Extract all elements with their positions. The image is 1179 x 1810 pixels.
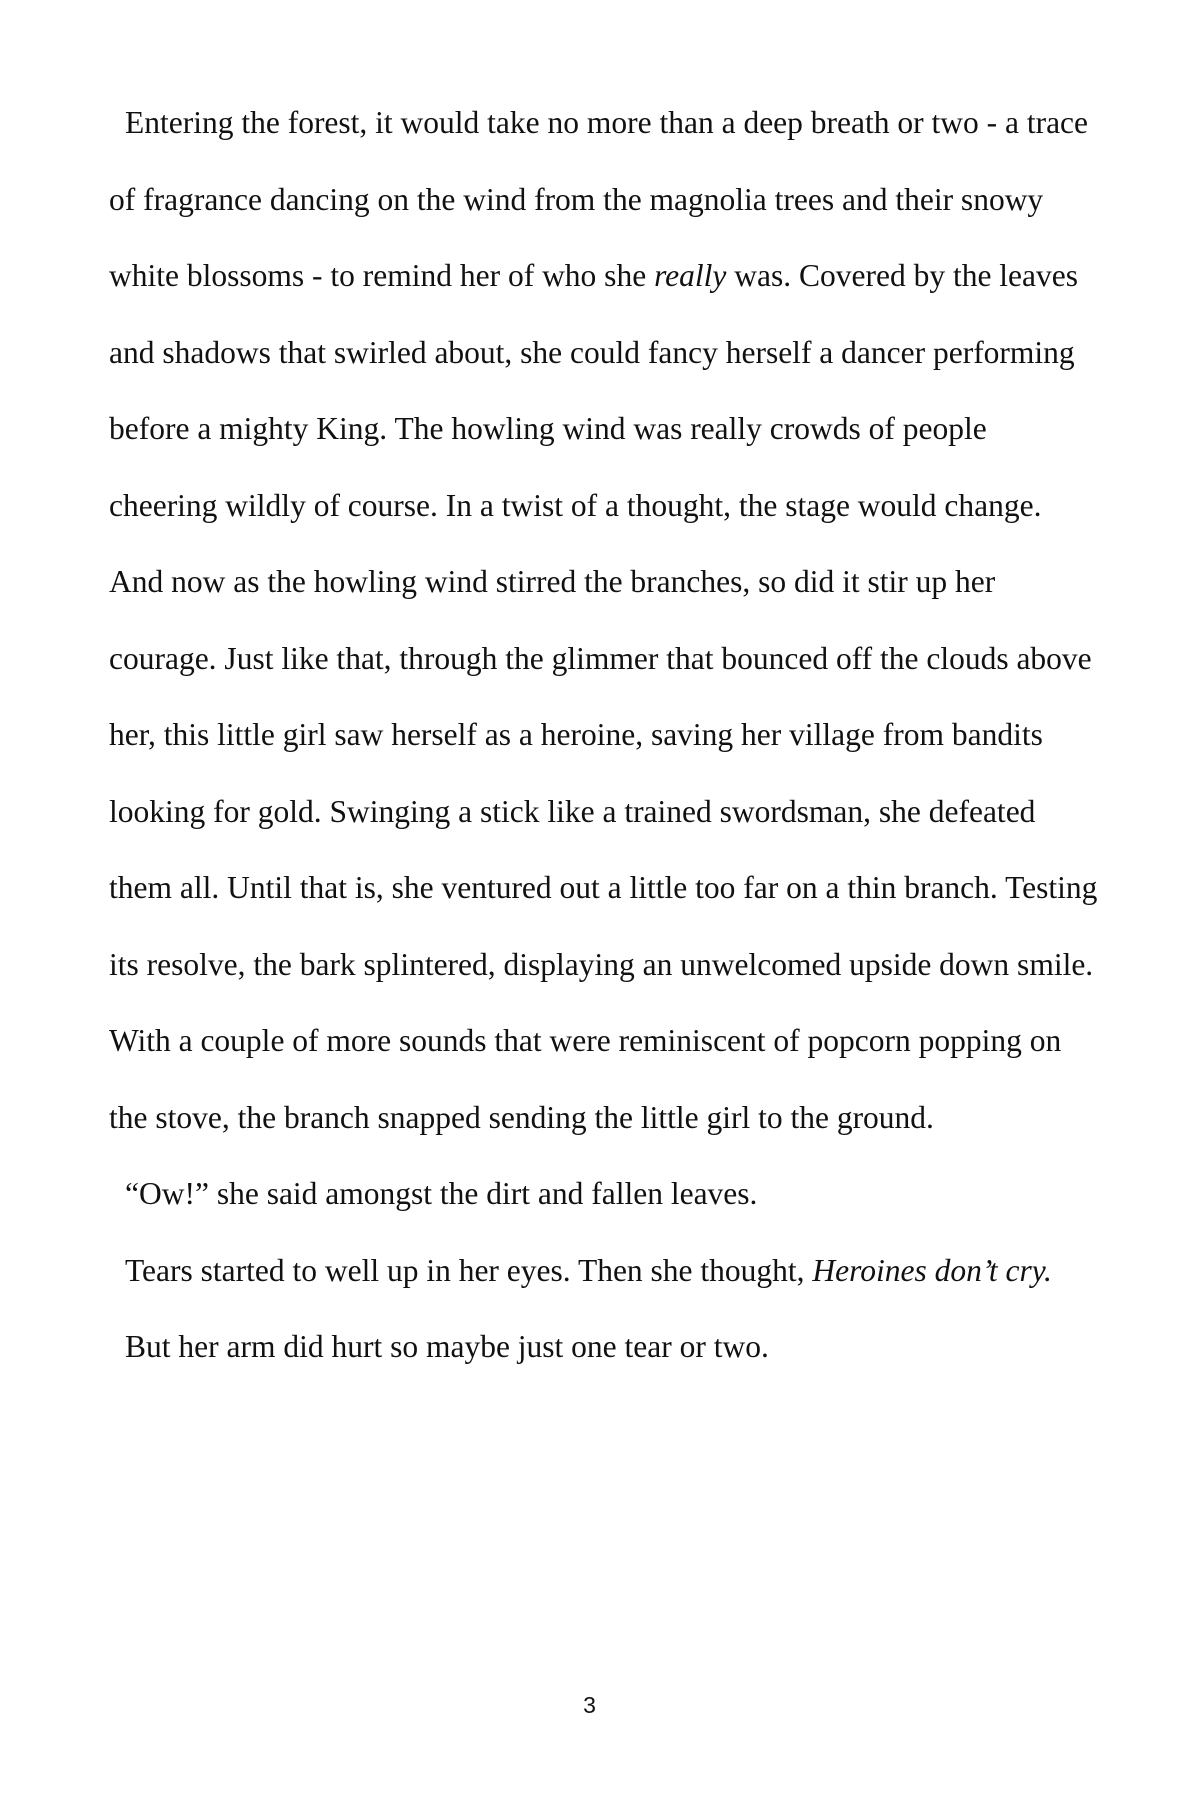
paragraph-forest-text-end: was. Covered by the leaves and shadows that swirled about, she could fancy herself a dancer performing before a mighty King. The howling wind was really crowds of people cheering wildly of course. In a twist of a thought, the stage would change. And now as the howling wind stirred the branches, so did it stir up her courage. Just like that, through the glimmer that bounced off the clouds above her, this little girl saw herself as a heroine, saving her village from bandits looking for gold. Swinging a stick like a trained swordsman, she defeated them all. Until that is, she ventured out a little too far on a thin branch. Testing its resolve, the bark splintered, displaying an unwelcomed upside down smile. With a couple of more sounds that were reminiscent of popcorn popping on the stove, the branch snapped sending the little girl to the ground. bbox=[109, 258, 1098, 1135]
paragraph-forest-text-start: Entering the forest, it would take no more than a deep breath or two - a trace of fragrance dancing on the wind from the magnolia trees and their snowy white blossoms - to remind her of who she bbox=[109, 105, 1089, 293]
paragraph-ow: “Ow!” she said amongst the dirt and fallen leaves. bbox=[125, 1176, 758, 1211]
paragraph-forest bbox=[109, 85, 1099, 1156]
paragraph-arm: But her arm did hurt so maybe just one tear or two. bbox=[125, 1329, 769, 1364]
page-number: 3 bbox=[583, 1692, 596, 1718]
paragraph-tears-text: Tears started to well up in her eyes. Then she thought, bbox=[125, 1252, 813, 1288]
emphasis-heroines: Heroines don’t cry. bbox=[812, 1252, 1052, 1288]
emphasis-really: really bbox=[654, 258, 727, 293]
paragraph-tears bbox=[109, 1233, 1099, 1310]
story-text bbox=[109, 85, 1099, 1386]
